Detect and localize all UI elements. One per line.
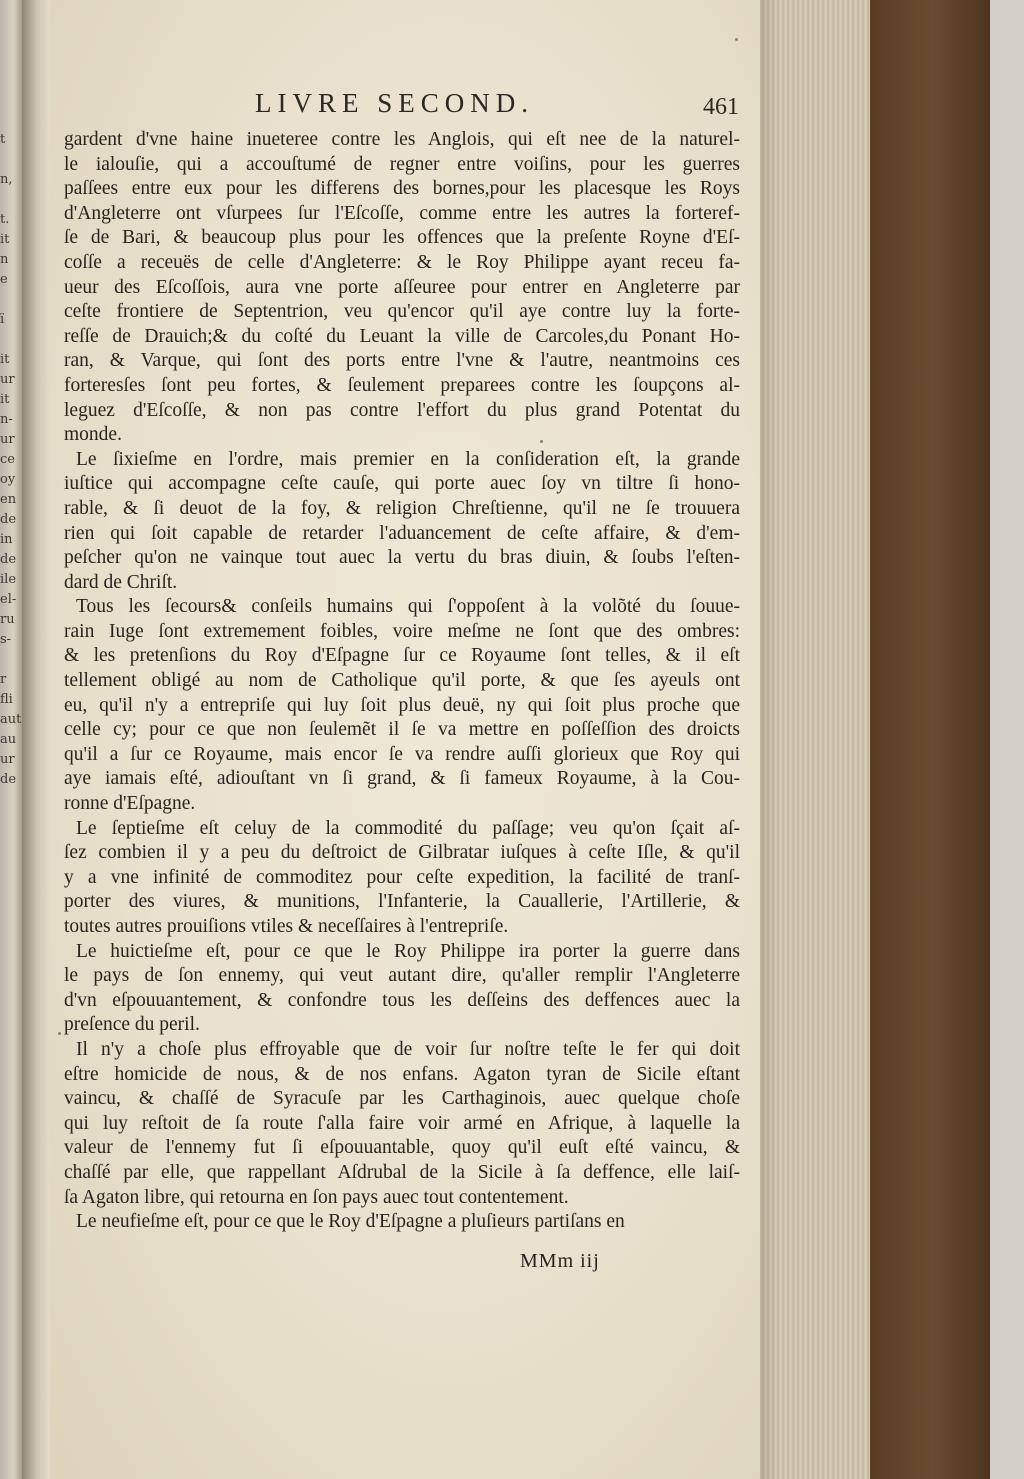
text-line: peſcher qu'on ne vainque tout auec la vertu du bras diuin, & ſoubs l'eſten- [64,547,740,569]
text-line: coſſe a receuës de celle d'Angleterre: & le Roy Philippe ayant receu fa- [64,251,740,273]
body-text [64,128,740,1235]
text-line: d'vn eſpouuantement, & confondre tous les deſſeins des deffences auec la [64,989,740,1011]
text-line: eu, qu'il n'y a entrepriſe qui luy ſoit plus deuë, ny qui ſoit plus proche que [64,694,740,716]
text-line: ceſte frontiere de Septentrion, veu qu'encor qu'il aye contre luy la forte- [64,301,740,323]
text-line: ueur des Eſcoſſois, aura vne porte aſſeuree pour entrer en Angleterre par [64,276,740,298]
text-line: y a vne infinité de commoditez pour ceſte expedition, la facilité de tranſ- [64,866,740,888]
prev-margin-fragment: s- [0,632,12,647]
prev-margin-fragment: ce [0,452,15,467]
text-line: ſe de Bari, & beaucoup plus pour les offences que la preſente Royne d'Eſ- [64,227,740,249]
prev-margin-fragment: aut [0,712,22,727]
signature-mark: MMm iij [520,1250,600,1272]
prev-margin-fragment: de [0,552,17,567]
text-line: Tous les ſecours& conſeils humains qui ſ'oppoſent à la volõté du ſouue- [76,596,740,618]
text-line: rien qui ſoit capable de retarder l'aduancement de ceſte affaire, & d'em- [64,522,740,544]
prev-margin-fragment: en [0,492,17,507]
text-line: gardent d'vne haine inueteree contre les Anglois, qui eſt nee de la naturel- [64,129,740,150]
prev-margin-fragment: n- [0,412,13,427]
text-line: ran, & Varque, qui ſont des ports entre l'vne & l'autre, neantmoins ces [64,350,740,372]
text-line: le pays de ſon ennemy, qui veut autant dire, qu'aller remplir l'Angleterre [64,965,740,987]
prev-margin-fragment: ur [0,372,15,387]
page-number: 461 [703,94,739,120]
prev-margin-fragment: de [0,512,17,527]
prev-margin-fragment [0,650,22,670]
text-line: ſa Agaton libre, qui retourna en ſon pays auec tout contentement. [64,1186,569,1208]
prev-margin-fragment: n, [0,172,13,187]
prev-margin-fragment [0,190,22,210]
text-line: ſez combien il y a peu du deſtroict de Gilbratar iuſques à ceſte Iſle, & qu'il [64,842,740,864]
text-line: tellement obligé au nom de Catholique qu'il porte, & que ſes ayeuls ont [64,670,740,692]
prev-margin-fragment [0,330,22,350]
text-line: rain Iuge ſont extremement foibles, voire meſme ne ſont que des ombres: [64,620,740,642]
prev-margin-fragment: it [0,392,10,407]
text-line: dard de Chriſt. [64,571,178,593]
text-line: reſſe de Drauich;& du coſté du Leuant la ville de Carcoles,du Ponant Ho- [64,325,740,347]
text-line: iuſtice qui accompagne ceſte cauſe, qui porte auec ſoy vn tiltre ſi hono- [64,473,740,495]
prev-margin-fragment: de [0,772,17,787]
text-line: Le ſixieſme en l'ordre, mais premier en la conſideration eſt, la grande [76,448,740,470]
text-line: paſſees entre eux pour les differens des bornes,pour les placesque les Roys [64,178,740,200]
prev-margin-fragment: t. [0,212,10,227]
paper-speck [58,1032,61,1035]
text-line: leguez d'Eſcoſſe, & non pas contre l'effort du plus grand Potentat du [64,399,740,421]
prev-margin-fragment: n [0,252,9,267]
prev-margin-fragment [0,150,22,170]
text-line: Le huictieſme eſt, pour ce que le Roy Philippe ira porter la guerre dans [76,940,740,962]
prev-margin-fragment: el- [0,592,17,607]
prev-margin-fragment: e [0,272,8,287]
text-line: & les pretenſions du Roy d'Eſpagne ſur ce Royaume ſont telles, & il eſt [64,645,740,667]
text-line: ronne d'Eſpagne. [64,793,196,815]
text-line: toutes autres prouiſions vtiles & neceſſaires à l'entrepriſe. [64,916,509,937]
text-line: aye iamais eſté, adiouſtant vn ſi grand, & ſi fameux Royaume, à la Cou- [64,768,740,790]
scan-backdrop [990,0,1024,1479]
prev-margin-fragment: au [0,732,17,747]
prev-margin-fragment: ur [0,752,15,767]
text-line: valeur de l'ennemy fut ſi eſpouuantable, quoy qu'il euſt eſté vaincu, & [64,1137,740,1159]
text-line: Il n'y a choſe plus effroyable que de voir ſur noſtre teſte le fer qui doit [76,1038,740,1060]
prev-margin-fragment: it [0,352,10,367]
text-line: Le ſeptieſme eſt celuy de la commodité du paſſage; veu qu'on ſçait aſ- [76,817,740,839]
text-line: vaincu, & chaſſé de Syracuſe par les Carthaginois, auec quelque choſe [64,1088,740,1110]
text-line: monde. [64,424,122,446]
prev-margin-fragment: ï [0,312,5,327]
prev-margin-fragment: ru [0,612,15,627]
text-line: preſence du peril. [64,1014,200,1036]
paper-speck [735,38,738,41]
text-line: qu'il a ſur ce Royaume, mais encor ſe va rendre auſſi glorieux que Roy qui [64,743,740,765]
text-line: forteresſes ſont peu fortes, & ſeulement preparees contre les ſoupçons al- [64,374,740,396]
prev-margin-fragment: r [0,672,7,687]
prev-margin-fragment: fli [0,692,13,707]
running-head: LIVRE SECOND. [255,88,534,118]
prev-margin-fragment: ur [0,432,15,447]
prev-margin-fragment: it [0,232,10,247]
text-line: porter des viures, & munitions, l'Infanterie, la Cauallerie, l'Artillerie, & [64,891,740,913]
text-line: celle cy; pour ce que non ſeulemẽt il ſe va mettre en poſſeſſion des droicts [64,719,740,741]
page-edge-shadow [760,0,778,1479]
binding-gutter [22,0,50,1479]
prev-margin-fragment [0,290,22,310]
prev-margin-fragment: t [0,132,6,147]
text-line: chaſſé par elle, que rappellant Aſdrubal de la Sicile à ſa deffence, elle laiſ- [64,1161,740,1183]
text-line: qui luy reſtoit de ſa route ſ'alla faire voir armé en Afrique, à laquelle la [64,1112,740,1134]
text-line: Le neufieſme eſt, pour ce que le Roy d'Eſpagne a pluſieurs partiſans en [76,1211,625,1233]
text-line: le ialouſie, qui a accouſtumé de regner entre voiſins, pour les guerres [64,153,740,175]
previous-page-margin-text [0,130,22,790]
text-line: rable, & ſi deuot de la foy, & religion Chreſtienne, qu'il ne ſe trouuera [64,497,740,519]
text-line: d'Angleterre ont vſurpees ſur l'Eſcoſſe, comme entre les autres la forteref- [64,202,740,224]
prev-margin-fragment: in [0,532,13,547]
prev-margin-fragment: oy [0,472,16,487]
text-line: eſtre homicide de nous, & de nos enfans. Agaton tyran de Sicile eſtant [64,1063,740,1085]
prev-margin-fragment: ile [0,572,17,587]
